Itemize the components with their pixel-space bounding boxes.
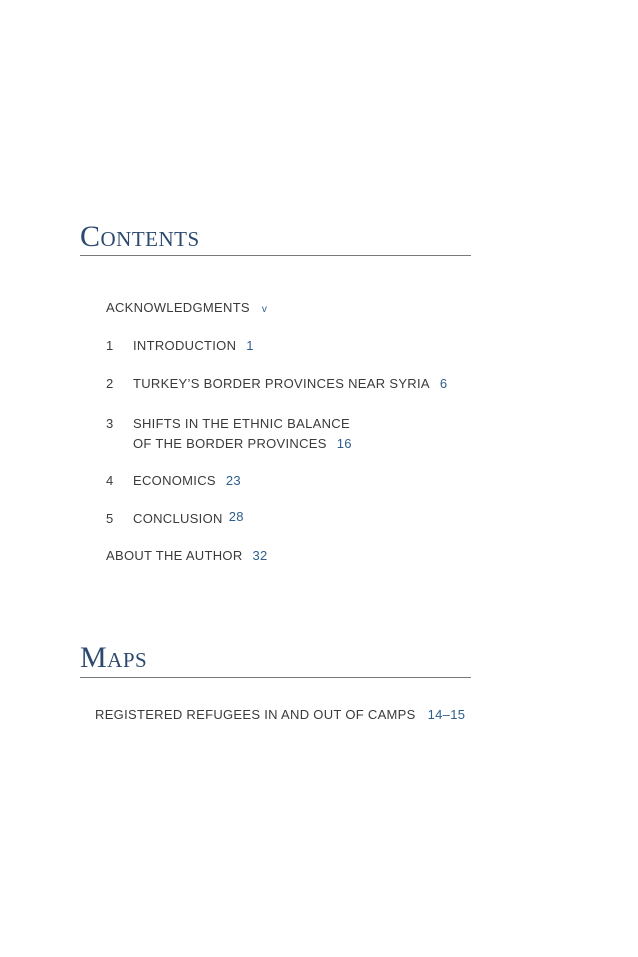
toc-page-number: 28: [228, 509, 244, 524]
toc-entry-title: ACKNOWLEDGMENTS: [106, 300, 250, 315]
toc-page-number: 23: [225, 473, 241, 488]
toc-entry-ethnic-balance[interactable]: [106, 414, 352, 454]
toc-page-number: 6: [439, 376, 448, 391]
toc-page-number: 16: [336, 436, 352, 451]
toc-chapter-number: 5: [106, 511, 114, 526]
toc-entry-title-line-2: [133, 434, 352, 454]
toc-page-number: v: [261, 304, 268, 315]
contents-divider: [80, 255, 471, 256]
maps-heading: Maps: [80, 641, 148, 674]
toc-entry-title: TURKEY’S BORDER PROVINCES NEAR SYRIA: [133, 376, 430, 391]
toc-chapter-number: 3: [106, 416, 114, 431]
toc-entry-acknowledgments[interactable]: [106, 298, 267, 320]
toc-entry-title-line-1: SHIFTS IN THE ETHNIC BALANCE: [133, 416, 350, 431]
contents-heading: Contents: [80, 220, 200, 253]
toc-entry-conclusion[interactable]: [106, 509, 244, 529]
toc-entry-title: ABOUT THE AUTHOR: [106, 548, 243, 563]
toc-chapter-number: 1: [106, 338, 114, 353]
toc-entry-about-author[interactable]: [106, 546, 268, 566]
map-entry-refugees[interactable]: [95, 705, 465, 725]
toc-page-number: 32: [252, 548, 268, 563]
toc-entry-introduction[interactable]: [106, 336, 254, 356]
toc-entry-title: OF THE BORDER PROVINCES: [133, 436, 327, 451]
map-page-number: 14–15: [427, 707, 466, 722]
toc-chapter-number: 2: [106, 376, 114, 391]
toc-page-number: 1: [246, 338, 254, 353]
map-entry-title: REGISTERED REFUGEES IN AND OUT OF CAMPS: [95, 707, 416, 722]
toc-entry-title: CONCLUSION: [133, 511, 223, 526]
toc-entry-border-provinces[interactable]: [106, 374, 447, 394]
toc-entry-economics[interactable]: [106, 471, 241, 491]
toc-entry-title: INTRODUCTION: [133, 338, 237, 353]
maps-divider: [80, 677, 471, 678]
toc-chapter-number: 4: [106, 473, 114, 488]
toc-entry-title: ECONOMICS: [133, 473, 216, 488]
